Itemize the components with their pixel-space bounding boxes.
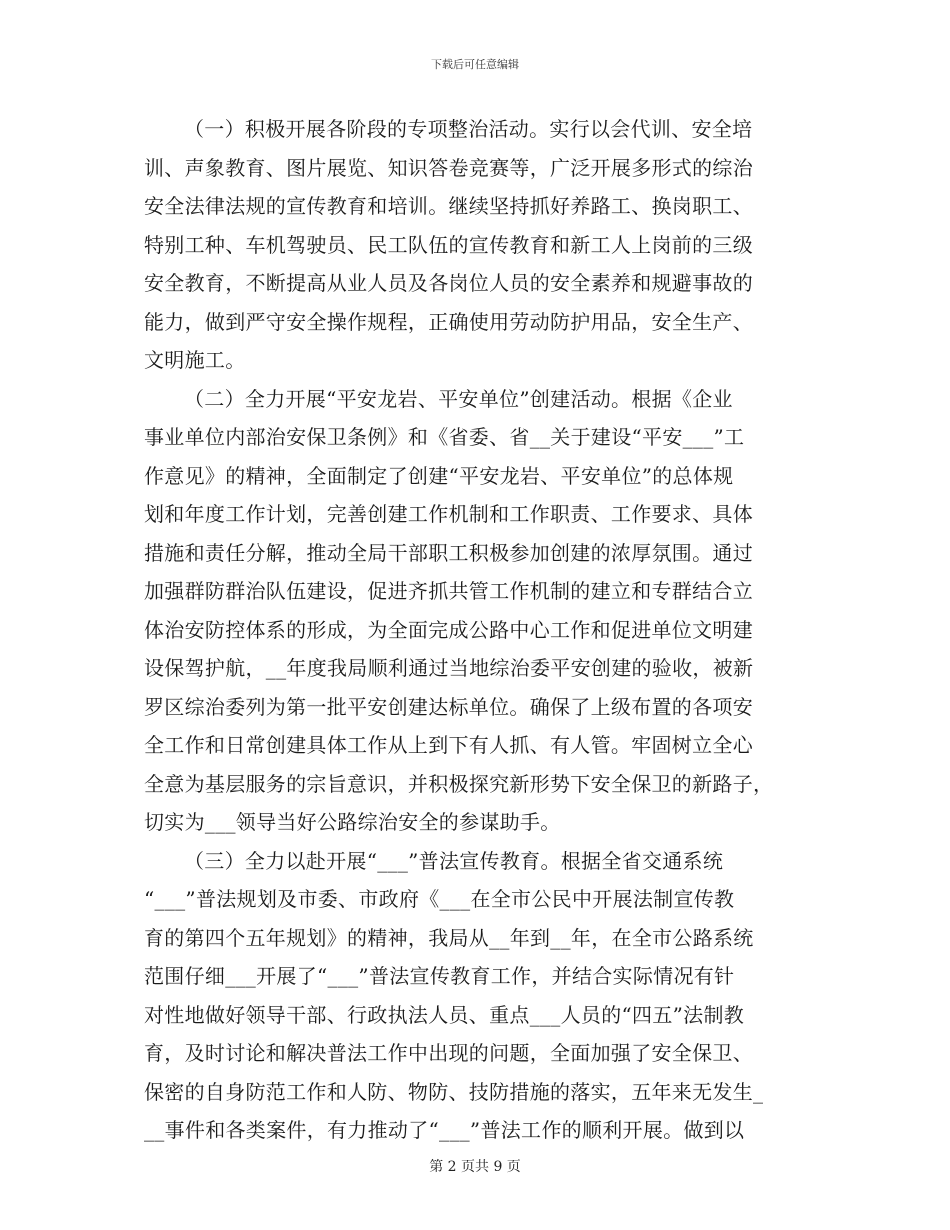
text-line: 范围仔细___开展了“___”普法宣传教育工作，并结合实际情况有针 [144,964,735,988]
text-line: 训、声象教育、图片展览、知识答卷竞赛等，广泛开展多形式的综治 [144,155,753,180]
text-line: 罗区综治委列为第一批平安创建达标单位。确保了上级布置的各项安 [144,694,753,719]
text-line: 育的第四个五年规划》的精神，我局从__年到__年，在全市公路系统 [144,925,754,950]
text-line: 对性地做好领导干部、行政执法人员、重点___人员的“四五”法制教 [144,1002,745,1027]
text-line: （二）全力开展“平安龙岩、平安单位”创建活动。根据《企业 [184,386,733,411]
text-line: 划和年度工作计划，完善创建工作机制和工作职责、工作要求、具体 [144,502,753,526]
text-line: 育，及时讨论和解决普法工作中出现的问题，全面加强了安全保卫、 [144,1041,753,1065]
text-line: 措施和责任分解，推动全局干部职工积极参加创建的浓厚氛围。通过 [144,540,753,565]
text-line: 安全教育，不断提高从业人员及各岗位人员的安全素养和规避事故的 [144,271,753,295]
text-line: 能力，做到严守安全操作规程，正确使用劳动防护用品，安全生产、 [144,309,753,334]
text-line: 文明施工。 [144,348,246,372]
text-line: 安全法律法规的宣传教育和培训。继续坚持抓好养路工、换岗职工、 [144,194,753,218]
text-line: 加强群防群治队伍建设，促进齐抓共管工作机制的建立和专群结合立 [144,579,753,603]
text-line: 设保驾护航，__年度我局顺利通过当地综治委平安创建的验收，被新 [144,656,754,680]
text-line: __事件和各类案件，有力推动了“___”普法工作的顺利开展。做到以 [144,1118,745,1142]
text-line: 特别工种、车机驾驶员、民工队伍的宣传教育和新工人上岗前的三级 [144,232,753,257]
text-line: 切实为___领导当好公路综治安全的参谋助手。 [144,810,561,834]
text-line: （一）积极开展各阶段的专项整治活动。实行以会代训、安全培 [184,117,753,141]
page-footer: 第 2 页共 9 页 [429,1159,521,1175]
text-line: （三）全力以赴开展“___”普法宣传教育。根据全省交通系统 [184,848,724,873]
document-body [144,110,804,1150]
text-line: 保密的自身防范工作和人防、物防、技防措施的落实，五年来无发生_ [144,1079,764,1104]
text-line: 全工作和日常创建具体工作从上到下有人抓、有人管。牢固树立全心 [144,733,753,757]
text-line: 体治安防控体系的形成，为全面完成公路中心工作和促进单位文明建 [144,617,753,642]
page-header: 下载后可任意编辑 [431,58,519,71]
text-line: 全意为基层服务的宗旨意识，并积极探究新形势下安全保卫的新路子， [144,771,774,796]
text-line: 事业单位内部治安保卫条例》和《省委、省__关于建设“平安___”工 [144,425,745,449]
text-line: 作意见》的精神，全面制定了创建“平安龙岩、平安单位”的总体规 [144,463,734,488]
text-line: “___”普法规划及市委、市政府《___在全市公民中开展法制宣传教 [144,887,735,911]
